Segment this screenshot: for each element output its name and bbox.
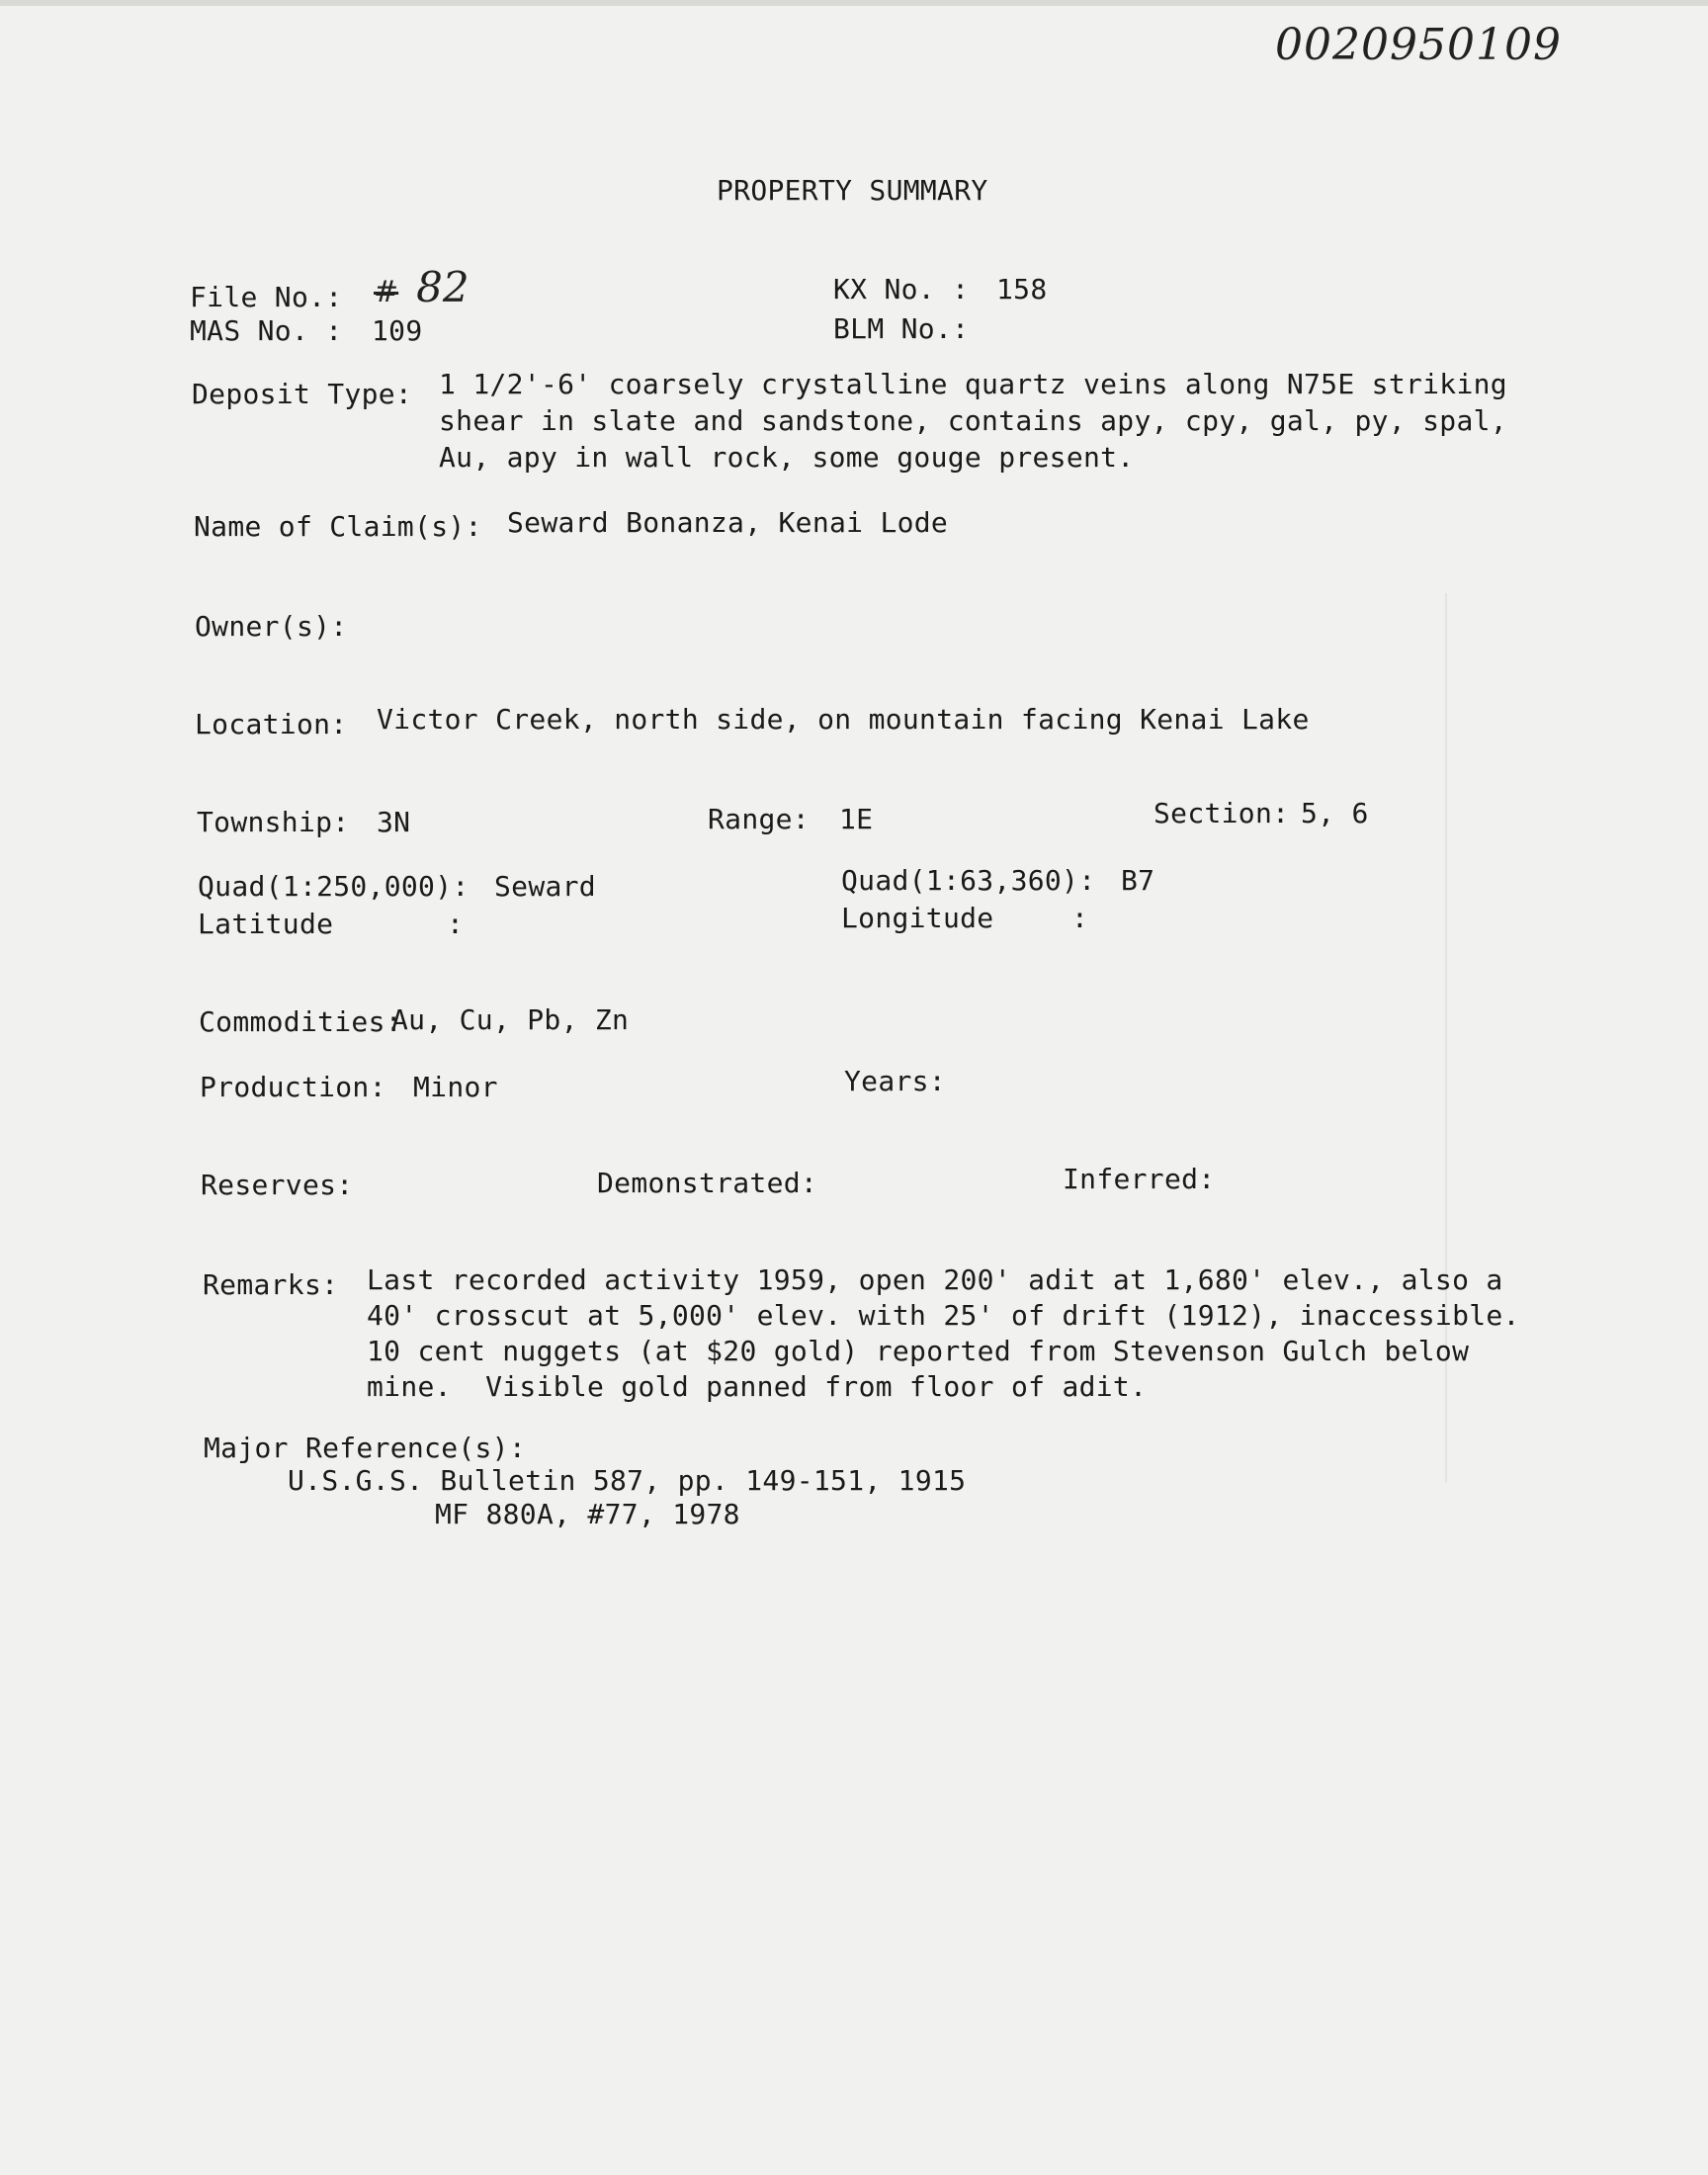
reference-line-2: MF 880A, #77, 1978 bbox=[435, 1498, 740, 1530]
township-label: Township: bbox=[197, 806, 350, 838]
kx-no-label: KX No. : bbox=[833, 273, 970, 305]
file-no-value: 82 bbox=[416, 263, 470, 311]
years-label: Years: bbox=[844, 1065, 946, 1097]
latitude-label: Latitude bbox=[198, 908, 334, 940]
quad-63-label: Quad(1:63,360): bbox=[841, 864, 1096, 897]
remarks-line-4: mine. Visible gold panned from floor of adit. bbox=[367, 1370, 1148, 1403]
file-no-handwritten bbox=[374, 263, 470, 311]
range-value: 1E bbox=[839, 803, 874, 835]
claims-label: Name of Claim(s): bbox=[194, 510, 482, 543]
remarks-line-3: 10 cent nuggets (at $20 gold) reported from Stevenson Gulch below bbox=[367, 1335, 1470, 1367]
deposit-type-label: Deposit Type: bbox=[192, 378, 413, 410]
range-label: Range: bbox=[708, 803, 810, 835]
longitude-label: Longitude bbox=[841, 902, 994, 934]
production-value: Minor bbox=[413, 1071, 498, 1103]
claims-value: Seward Bonanza, Kenai Lode bbox=[507, 506, 949, 539]
mas-no-label: MAS No. : bbox=[190, 314, 343, 347]
location-value: Victor Creek, north side, on mountain facing Kenai Lake bbox=[377, 703, 1310, 736]
quad-63-value: B7 bbox=[1121, 864, 1155, 897]
deposit-type-line-1: 1 1/2'-6' coarsely crystalline quartz veins along N75E striking bbox=[439, 368, 1507, 400]
township-value: 3N bbox=[377, 806, 411, 838]
mas-no-value: 109 bbox=[372, 314, 423, 347]
deposit-type-line-2: shear in slate and sandstone, contains apy, cpy, gal, py, spal, bbox=[439, 404, 1507, 437]
commodities-label: Commodities: bbox=[199, 1005, 402, 1038]
remarks-line-1: Last recorded activity 1959, open 200' adit at 1,680' elev., also a bbox=[367, 1263, 1503, 1296]
reference-line-1: U.S.G.S. Bulletin 587, pp. 149-151, 1915 bbox=[288, 1464, 967, 1497]
file-no-struck-value: # bbox=[374, 275, 399, 309]
page-title: PROPERTY SUMMARY bbox=[717, 174, 988, 207]
references-label: Major Reference(s): bbox=[204, 1432, 526, 1464]
demonstrated-label: Demonstrated: bbox=[597, 1167, 818, 1199]
page-top-edge bbox=[0, 0, 1708, 6]
handwritten-document-number: 0020950109 bbox=[1275, 20, 1562, 70]
remarks-label: Remarks: bbox=[203, 1268, 339, 1301]
owners-label: Owner(s): bbox=[195, 610, 348, 643]
location-label: Location: bbox=[195, 708, 348, 740]
kx-no-value: 158 bbox=[996, 273, 1048, 305]
blm-no-label: BLM No.: bbox=[833, 312, 970, 345]
quad-250-label: Quad(1:250,000): bbox=[198, 870, 470, 903]
production-label: Production: bbox=[200, 1071, 386, 1103]
file-no-label: File No.: bbox=[190, 281, 343, 313]
reserves-label: Reserves: bbox=[201, 1169, 354, 1201]
commodities-value: Au, Cu, Pb, Zn bbox=[391, 1003, 630, 1036]
latitude-sep: : bbox=[447, 908, 465, 940]
section-label: Section: bbox=[1153, 797, 1290, 829]
quad-250-value: Seward bbox=[494, 870, 596, 903]
inferred-label: Inferred: bbox=[1063, 1163, 1216, 1195]
longitude-sep: : bbox=[1071, 902, 1089, 934]
section-value: 5, 6 bbox=[1301, 797, 1369, 829]
remarks-line-2: 40' crosscut at 5,000' elev. with 25' of drift (1912), inaccessible. bbox=[367, 1299, 1520, 1332]
deposit-type-line-3: Au, apy in wall rock, some gouge present. bbox=[439, 441, 1135, 474]
